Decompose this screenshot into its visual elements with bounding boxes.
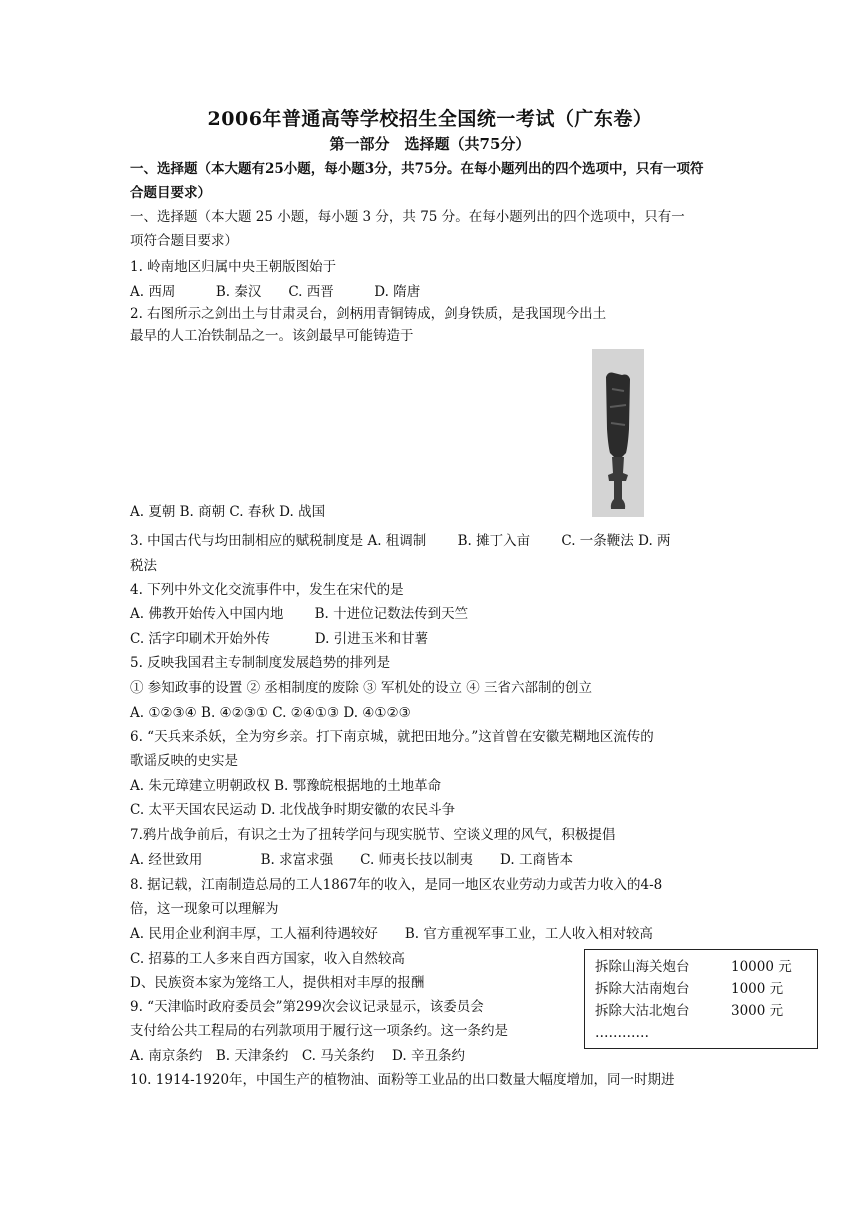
question-5: 5. 反映我国君主专制制度发展趋势的排列是: [130, 655, 391, 671]
question-8-option-c: C. 招募的工人多来自西方国家，收入自然较高: [130, 951, 405, 967]
payments-box: [584, 949, 818, 1049]
payment-ellipsis: …………: [595, 1025, 649, 1041]
question-4-options-ab: A. 佛教开始传入中国内地 B. 十进位记数法传到天竺: [130, 606, 469, 622]
question-2-cont: 最早的人工冶铁制品之一。该剑最早可能铸造于: [130, 328, 414, 344]
payment-item: 拆除大沽北炮台: [595, 1003, 690, 1019]
question-8-option-d: D、民族资本家为笼络工人，提供相对丰厚的报酬: [130, 975, 425, 991]
question-6: 6. “天兵来杀妖，全为穷乡亲。打下南京城，就把田地分。”这首曾在安徽芜糊地区流传的: [130, 729, 654, 745]
section-instruction-bold-cont: 合题目要求）: [130, 185, 211, 201]
question-6-options-ab: A. 朱元璋建立明朝政权 B. 鄂豫皖根据地的土地革命: [130, 778, 442, 794]
section-instruction-bold: 一、选择题（本大题有25小题，每小题3分，共75分。在每小题列出的四个选项中，只有一项符: [130, 161, 704, 177]
question-5-options: A. ①②③④ B. ④②③① C. ②④①③ D. ④①②③: [130, 705, 411, 721]
question-10: 10. 1914-1920年，中国生产的植物油、面粉等工业品的出口数量大幅度增加，同一时期进: [130, 1072, 675, 1088]
section-instruction: 一、选择题（本大题 25 小题，每小题 3 分，共 75 分。在每小题列出的四个选项中，只有一: [130, 209, 685, 225]
section-instruction-cont: 项符合题目要求）: [130, 233, 238, 249]
question-3: 3. 中国古代与均田制相应的赋税制度是 A. 租调制 B. 摊丁入亩 C. 一条鞭法 D. 两: [130, 533, 671, 549]
question-7: 7.鸦片战争前后，有识之士为了扭转学问与现实脱节、空谈义理的风气，积极提倡: [130, 827, 616, 843]
question-4: 4. 下列中外文化交流事件中，发生在宋代的是: [130, 582, 404, 598]
question-2-options: A. 夏朝 B. 商朝 C. 春秋 D. 战国: [130, 504, 326, 520]
question-1-options: A. 西周 B. 秦汉 C. 西晋 D. 隋唐: [130, 284, 421, 300]
question-9-options: A. 南京条约 B. 天津条约 C. 马关条约 D. 辛丑条约: [130, 1048, 465, 1064]
exam-title: 2006年普通高等学校招生全国统一考试（广东卷）: [207, 108, 653, 130]
question-1: 1. 岭南地区归属中央王朝版图始于: [130, 259, 337, 275]
payment-item: 拆除山海关炮台: [595, 959, 690, 975]
question-9: 9. “天津临时政府委员会”第299次会议记录显示，该委员会: [130, 999, 484, 1015]
question-3-cont: 税法: [130, 558, 157, 574]
question-6-options-cd: C. 太平天国农民运动 D. 北伐战争时期安徽的农民斗争: [130, 802, 456, 818]
sword-photo: [592, 349, 644, 517]
question-4-options-cd: C. 活字印刷术开始外传 D. 引进玉米和甘薯: [130, 631, 429, 647]
question-8: 8. 据记载，江南制造总局的工人1867年的收入，是同一地区农业劳动力或苦力收入的4-8: [130, 877, 663, 893]
payment-row: [595, 956, 817, 978]
payment-item: 拆除大沽南炮台: [595, 981, 690, 997]
section-subtitle: 第一部分 选择题（共75分）: [329, 135, 531, 153]
question-6-cont: 歌谣反映的史实是: [130, 753, 238, 769]
payment-amount: 10000 元: [731, 959, 792, 975]
question-5-items: ① 参知政事的设置 ② 丞相制度的废除 ③ 军机处的设立 ④ 三省六部制的创立: [130, 680, 593, 696]
payment-row: [595, 1000, 817, 1022]
payment-row: [595, 978, 817, 1000]
question-8-options-ab: A. 民用企业利润丰厚，工人福利待遇较好 B. 官方重视军事工业，工人收入相对较高: [130, 926, 653, 942]
payment-amount: 3000 元: [731, 1003, 784, 1019]
question-9-cont: 支付给公共工程局的右列款项用于履行这一项条约。这一条约是: [130, 1023, 508, 1039]
payment-amount: 1000 元: [731, 981, 784, 997]
question-2: 2. 右图所示之剑出土与甘肃灵台，剑柄用青铜铸成，剑身铁质，是我国现今出土: [130, 306, 607, 322]
question-8-cont: 倍，这一现象可以理解为: [130, 901, 279, 917]
question-7-options: A. 经世致用 B. 求富求强 C. 师夷长技以制夷 D. 工商皆本: [130, 852, 573, 868]
sword-icon: [592, 349, 644, 517]
